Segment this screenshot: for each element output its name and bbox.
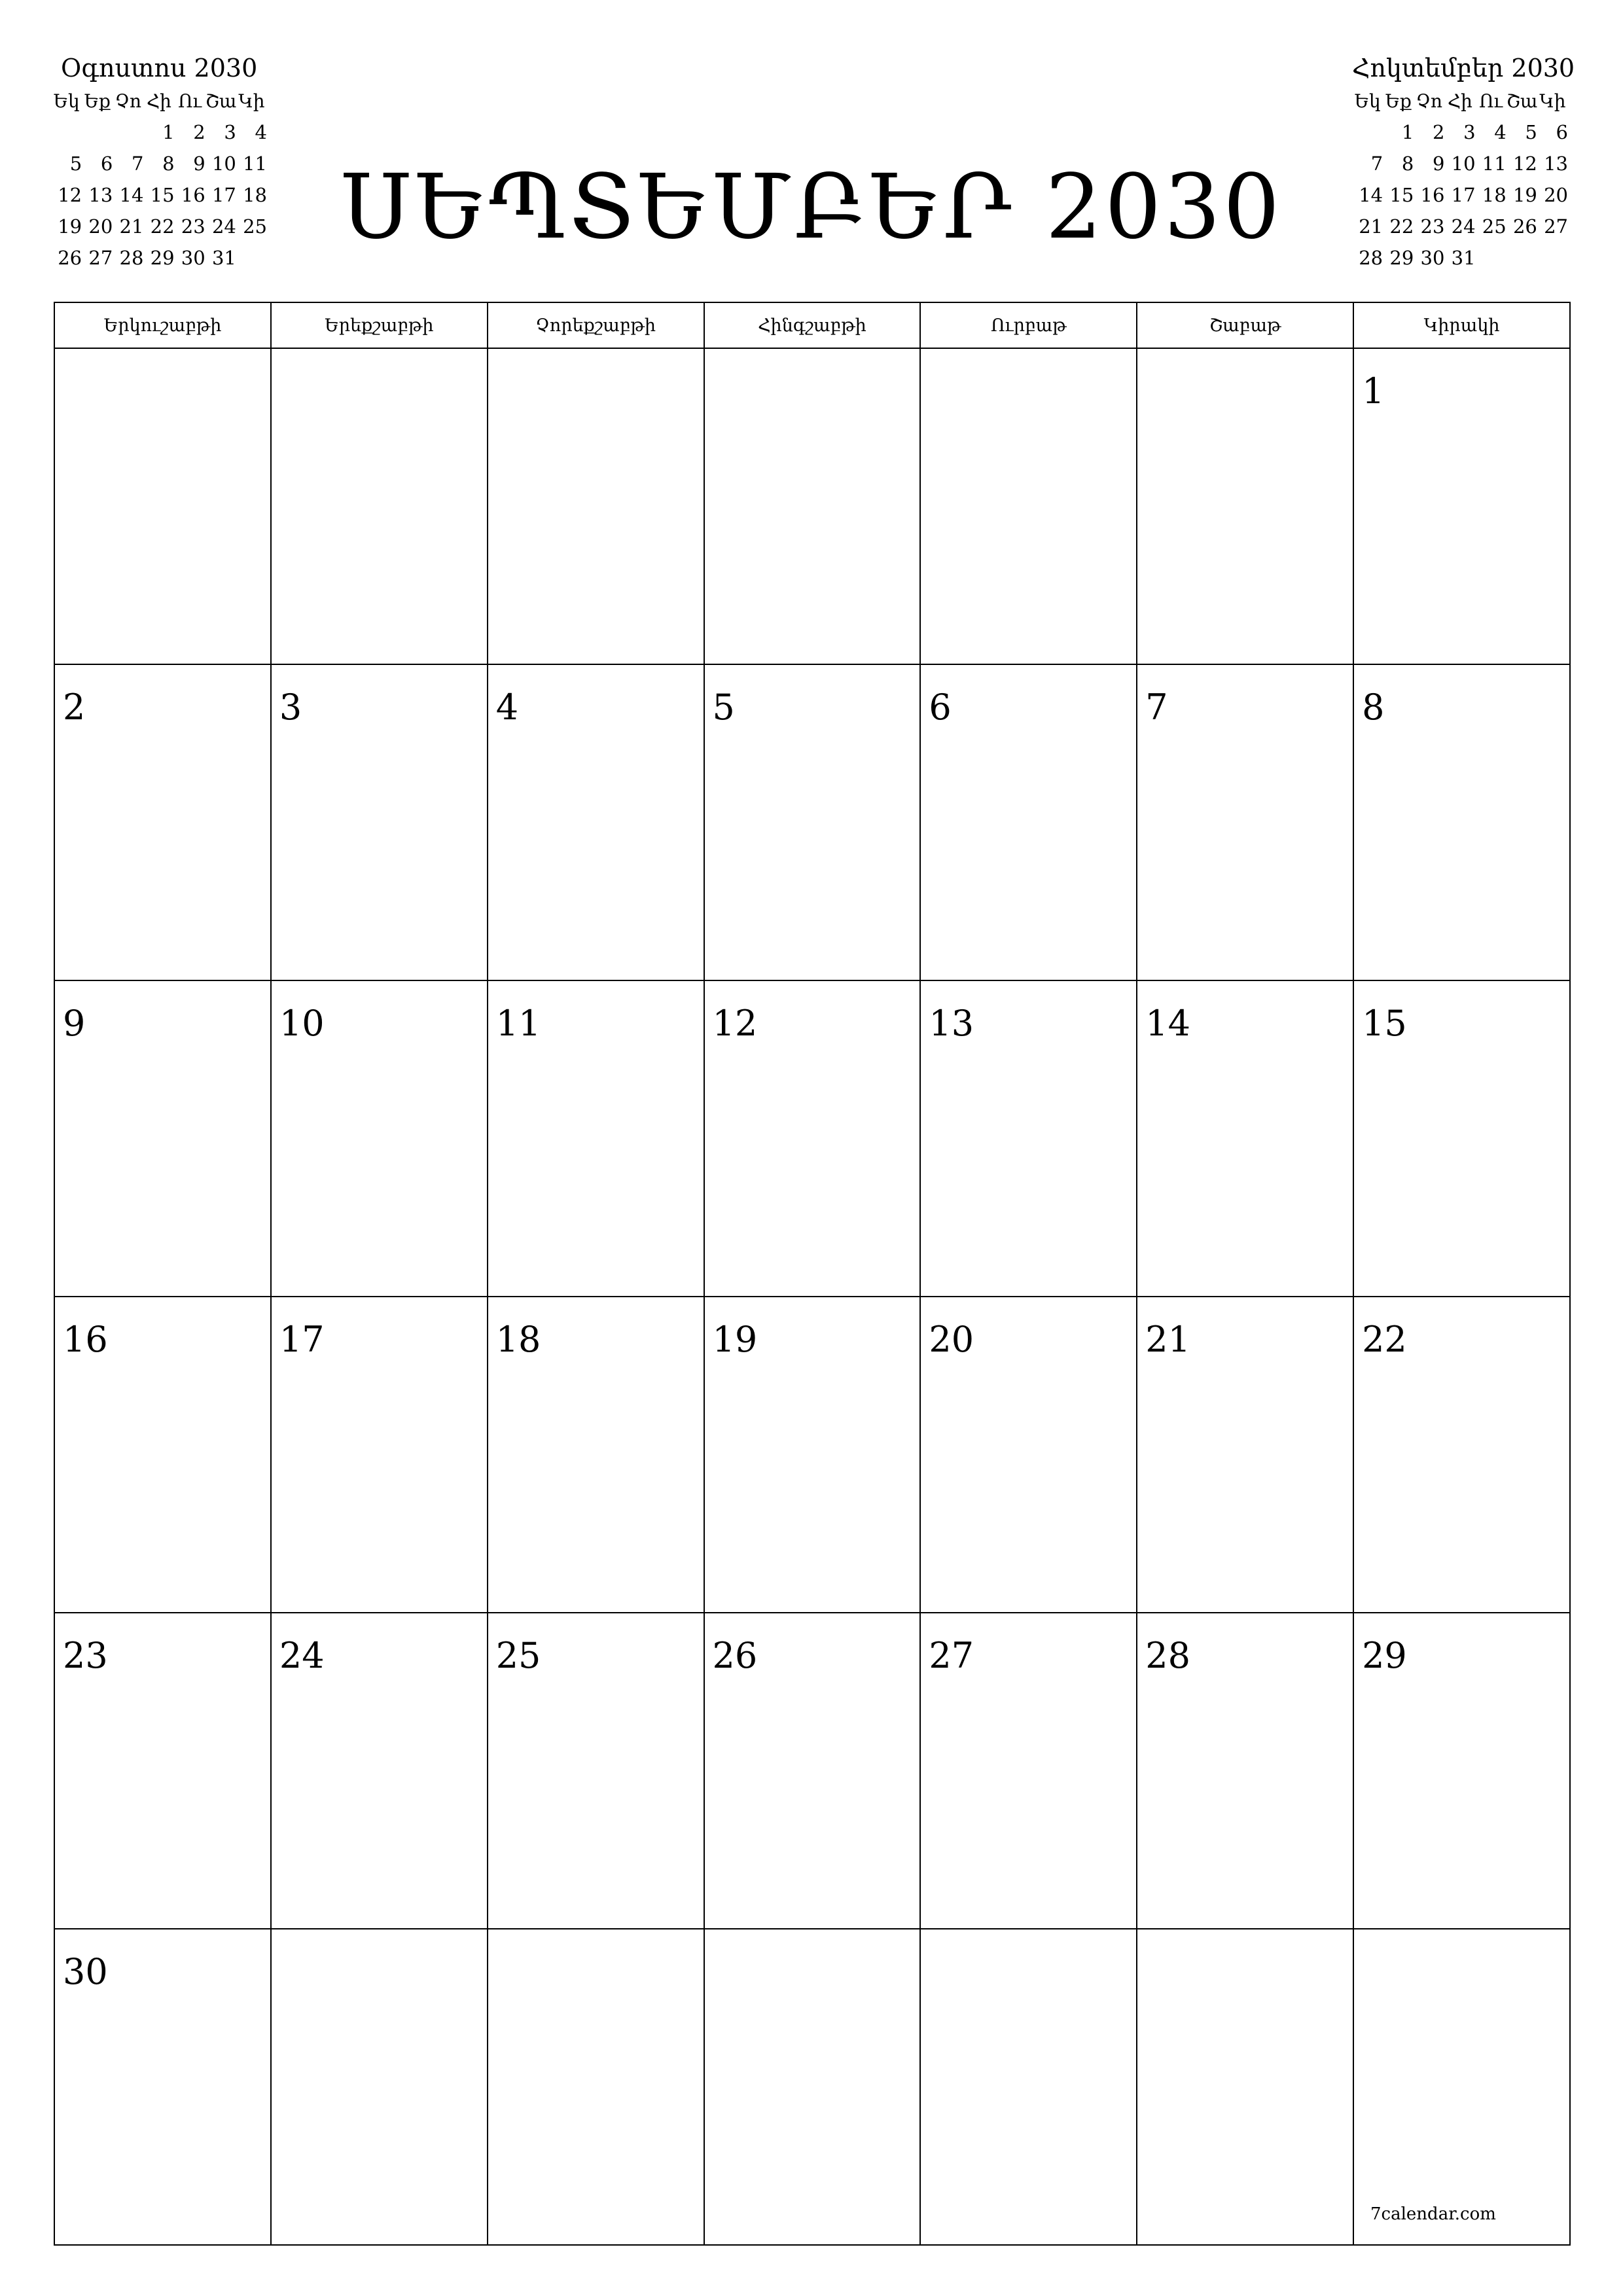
- next-month-day: 19: [1512, 184, 1537, 206]
- prev-month-day: 10: [211, 152, 236, 175]
- next-month-day: 31: [1451, 247, 1476, 269]
- day-cell[interactable]: [1137, 348, 1353, 664]
- prev-month-mini-calendar: [51, 51, 267, 274]
- day-number: 28: [1145, 1635, 1190, 1676]
- prev-month-day: [51, 117, 82, 148]
- day-cell[interactable]: [920, 664, 1137, 980]
- day-number: 10: [279, 1003, 325, 1044]
- prev-month-dow: Եք: [84, 90, 111, 112]
- next-month-day: 23: [1420, 215, 1445, 238]
- day-number: 3: [279, 687, 302, 728]
- day-number: 23: [63, 1635, 108, 1676]
- week-row: [54, 1297, 1570, 1613]
- day-number: 22: [1362, 1319, 1407, 1360]
- day-cell[interactable]: [271, 1613, 488, 1929]
- day-cell[interactable]: [271, 664, 488, 980]
- next-month-day: 30: [1420, 247, 1445, 269]
- day-number: [272, 349, 487, 374]
- prev-month-day: 21: [119, 215, 144, 238]
- next-month-day: 15: [1389, 184, 1414, 206]
- prev-month-week: [51, 211, 267, 242]
- week-row: [54, 348, 1570, 664]
- prev-month-dow: Հի: [147, 90, 171, 112]
- prev-month-day: 8: [162, 152, 175, 175]
- prev-month-day: 6: [100, 152, 113, 175]
- day-number: 1: [1362, 370, 1385, 412]
- day-number: 26: [712, 1635, 758, 1676]
- day-number: 19: [712, 1319, 758, 1360]
- day-number: [55, 349, 270, 374]
- day-cell[interactable]: [1137, 1297, 1353, 1613]
- prev-month-title: Օգոստոս 2030: [60, 54, 258, 82]
- next-month-day: 24: [1451, 215, 1476, 238]
- prev-month-day: [113, 117, 143, 148]
- next-month-day: 9: [1432, 152, 1445, 175]
- day-number: 30: [63, 1951, 108, 1992]
- prev-month-day: 4: [255, 121, 267, 143]
- next-month-week: [1352, 117, 1568, 148]
- next-month-day: 18: [1482, 184, 1507, 206]
- prev-month-day: 18: [243, 184, 267, 206]
- next-month-day: [1537, 242, 1568, 274]
- next-month-title: Հոկտեմբեր 2030: [1352, 54, 1575, 82]
- next-month-dow: Շա: [1506, 90, 1538, 112]
- next-month-week: [1352, 211, 1568, 242]
- prev-month-week: [51, 179, 267, 211]
- day-number: 2: [63, 687, 86, 728]
- day-cell[interactable]: [1353, 664, 1570, 980]
- next-month-day: 4: [1494, 121, 1507, 143]
- next-month-day: 3: [1463, 121, 1476, 143]
- day-cell[interactable]: [1137, 1929, 1353, 2245]
- next-month-day: 27: [1544, 215, 1568, 238]
- day-number: [921, 1929, 1136, 1954]
- prev-month-dow: Եկ: [53, 90, 80, 112]
- week-row: [54, 980, 1570, 1297]
- day-cell[interactable]: [704, 1613, 921, 1929]
- prev-month-day: [236, 242, 267, 274]
- prev-month-grid: [51, 85, 267, 274]
- day-cell[interactable]: [920, 1613, 1137, 1929]
- prev-month-day: 28: [119, 247, 144, 269]
- next-month-week: [1352, 148, 1568, 179]
- prev-month-day: 24: [211, 215, 236, 238]
- day-number: 16: [63, 1319, 108, 1360]
- day-cell[interactable]: [920, 980, 1137, 1297]
- next-month-day: 2: [1432, 121, 1445, 143]
- day-cell[interactable]: [488, 1929, 704, 2245]
- day-cell[interactable]: [704, 664, 921, 980]
- next-month-dow: Կի: [1539, 90, 1566, 112]
- next-month-dow: Չո: [1416, 90, 1443, 112]
- day-cell[interactable]: [704, 980, 921, 1297]
- next-month-dow: Եկ: [1354, 90, 1381, 112]
- next-month-day: [1507, 242, 1537, 274]
- prev-month-day: 12: [58, 184, 82, 206]
- prev-month-dow: Կի: [238, 90, 265, 112]
- prev-month-day: 31: [211, 247, 236, 269]
- next-month-day: 10: [1451, 152, 1476, 175]
- next-month-day: 22: [1389, 215, 1414, 238]
- next-month-day: 21: [1359, 215, 1383, 238]
- day-number: [1137, 349, 1353, 374]
- prev-month-day: 7: [131, 152, 144, 175]
- prev-month-day: 2: [193, 121, 205, 143]
- prev-month-day: 27: [88, 247, 113, 269]
- day-cell[interactable]: [1353, 348, 1570, 664]
- next-month-week: [1352, 242, 1568, 274]
- prev-month-week: [51, 148, 267, 179]
- prev-month-day: [82, 117, 113, 148]
- day-number: 20: [929, 1319, 974, 1360]
- day-number: 13: [929, 1003, 974, 1044]
- next-month-dow: Հի: [1448, 90, 1472, 112]
- next-month-day: 11: [1482, 152, 1507, 175]
- weekday-header: Երեքշաբթի: [271, 302, 488, 348]
- prev-month-day: 11: [243, 152, 267, 175]
- next-month-day: 8: [1401, 152, 1414, 175]
- site-credit: 7calendar.com: [1370, 2204, 1496, 2224]
- day-cell[interactable]: [54, 1613, 271, 1929]
- next-month-day: 20: [1544, 184, 1568, 206]
- prev-month-day: 17: [211, 184, 236, 206]
- weekday-header: Ուրբաթ: [920, 302, 1137, 348]
- prev-month-day: 26: [58, 247, 82, 269]
- day-cell[interactable]: [704, 1297, 921, 1613]
- day-number: 8: [1362, 687, 1385, 728]
- next-month-day: 29: [1389, 247, 1414, 269]
- day-number: 11: [495, 1003, 541, 1044]
- day-number: [1137, 1929, 1353, 1954]
- next-month-grid: [1352, 85, 1568, 274]
- day-cell[interactable]: [488, 1297, 704, 1613]
- day-number: [921, 349, 1136, 374]
- day-number: 12: [712, 1003, 758, 1044]
- next-month-day: 12: [1512, 152, 1537, 175]
- weekday-header: Չորեքշաբթի: [488, 302, 704, 348]
- day-cell[interactable]: [488, 664, 704, 980]
- next-month-day: 14: [1359, 184, 1383, 206]
- prev-month-day: 20: [88, 215, 113, 238]
- prev-month-dow: Ու: [178, 90, 202, 112]
- day-cell[interactable]: [54, 348, 271, 664]
- day-cell[interactable]: [920, 1929, 1137, 2245]
- day-cell[interactable]: [54, 664, 271, 980]
- next-month-dow: Եք: [1385, 90, 1412, 112]
- prev-month-day: 16: [181, 184, 205, 206]
- next-month-day: [1352, 117, 1383, 148]
- next-month-day: [1476, 242, 1507, 274]
- next-month-day: 17: [1451, 184, 1476, 206]
- day-cell[interactable]: [488, 348, 704, 664]
- day-number: [488, 349, 704, 374]
- day-number: 5: [712, 687, 735, 728]
- week-row: [54, 1613, 1570, 1929]
- weekday-header: Կիրակի: [1353, 302, 1570, 348]
- weekday-header-row: [54, 302, 1570, 348]
- day-number: 21: [1145, 1319, 1190, 1360]
- prev-month-day: 25: [243, 215, 267, 238]
- day-cell[interactable]: [271, 1297, 488, 1613]
- day-cell[interactable]: [54, 1929, 271, 2245]
- day-number: [488, 1929, 704, 1954]
- prev-month-week: [51, 242, 267, 274]
- day-cell[interactable]: [1137, 1613, 1353, 1929]
- next-month-day: 28: [1359, 247, 1383, 269]
- day-number: 4: [495, 687, 519, 728]
- prev-month-week: [51, 117, 267, 148]
- day-cell[interactable]: [920, 348, 1137, 664]
- day-number: 29: [1362, 1635, 1407, 1676]
- day-number: 18: [495, 1319, 541, 1360]
- next-month-day: 6: [1556, 121, 1568, 143]
- next-month-day: 5: [1525, 121, 1537, 143]
- next-month-mini-calendar: [1352, 51, 1575, 274]
- week-row: [54, 1929, 1570, 2245]
- day-cell[interactable]: [54, 1297, 271, 1613]
- prev-month-day: 23: [181, 215, 205, 238]
- prev-month-dow: Շա: [205, 90, 237, 112]
- day-number: 9: [63, 1003, 86, 1044]
- day-number: [272, 1929, 487, 1954]
- day-cell[interactable]: [704, 348, 921, 664]
- day-number: 25: [495, 1635, 541, 1676]
- day-number: [705, 349, 920, 374]
- month-title: ՍԵՊՏԵՄԲԵՐ 2030: [340, 156, 1283, 259]
- prev-month-day: 5: [69, 152, 82, 175]
- day-cell[interactable]: [271, 980, 488, 1297]
- day-cell[interactable]: [1353, 1929, 1570, 2245]
- day-number: [1354, 1929, 1569, 1954]
- day-number: 6: [929, 687, 952, 728]
- day-number: 24: [279, 1635, 325, 1676]
- next-month-dow: Ու: [1479, 90, 1503, 112]
- prev-month-day: 14: [119, 184, 144, 206]
- weekday-header: Հինգշաբթի: [704, 302, 921, 348]
- day-number: 7: [1145, 687, 1168, 728]
- next-month-day: 1: [1401, 121, 1414, 143]
- day-cell[interactable]: [1137, 664, 1353, 980]
- prev-month-day: 13: [88, 184, 113, 206]
- prev-month-dow-row: [51, 85, 267, 117]
- day-number: 14: [1145, 1003, 1190, 1044]
- prev-month-day: 29: [150, 247, 175, 269]
- day-cell[interactable]: [488, 1613, 704, 1929]
- day-number: [705, 1929, 920, 1954]
- prev-month-day: 3: [224, 121, 236, 143]
- day-cell[interactable]: [271, 1929, 488, 2245]
- day-number: 15: [1362, 1003, 1407, 1044]
- week-row: [54, 664, 1570, 980]
- month-grid: [54, 302, 1571, 2246]
- day-cell[interactable]: [54, 980, 271, 1297]
- next-month-week: [1352, 179, 1568, 211]
- next-month-day: 25: [1482, 215, 1507, 238]
- prev-month-day: 22: [150, 215, 175, 238]
- next-month-day: 13: [1544, 152, 1568, 175]
- next-month-dow-row: [1352, 85, 1568, 117]
- day-cell[interactable]: [920, 1297, 1137, 1613]
- next-month-day: 7: [1370, 152, 1383, 175]
- prev-month-day: 9: [193, 152, 205, 175]
- day-cell[interactable]: [271, 348, 488, 664]
- day-cell[interactable]: [1137, 980, 1353, 1297]
- prev-month-day: 30: [181, 247, 205, 269]
- day-cell[interactable]: [1353, 980, 1570, 1297]
- prev-month-dow: Չո: [115, 90, 142, 112]
- day-cell[interactable]: [704, 1929, 921, 2245]
- next-month-day: 26: [1512, 215, 1537, 238]
- day-cell[interactable]: [1353, 1613, 1570, 1929]
- day-number: 27: [929, 1635, 974, 1676]
- day-cell[interactable]: [1353, 1297, 1570, 1613]
- weekday-header: Շաբաթ: [1137, 302, 1353, 348]
- weekday-header: Երկուշաբթի: [54, 302, 271, 348]
- prev-month-day: 1: [162, 121, 175, 143]
- next-month-day: 16: [1420, 184, 1445, 206]
- prev-month-day: 19: [58, 215, 82, 238]
- day-number: 17: [279, 1319, 325, 1360]
- prev-month-day: 15: [150, 184, 175, 206]
- day-cell[interactable]: [488, 980, 704, 1297]
